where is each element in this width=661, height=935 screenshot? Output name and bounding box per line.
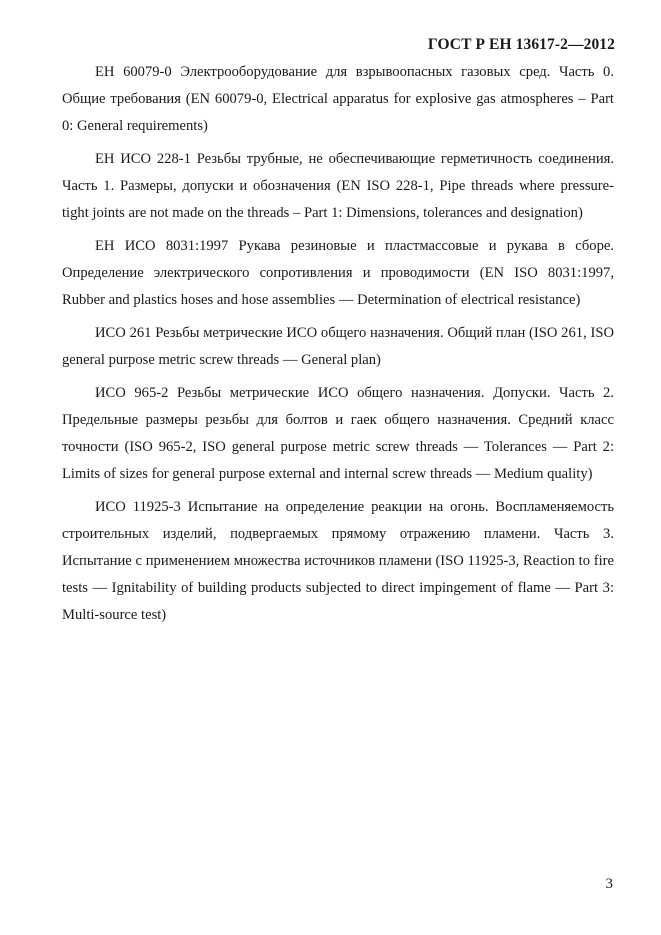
reference-item: ЕН ИСО 228-1 Резьбы трубные, не обеспечивающие герметичность соединения. Часть 1. Размеры, допуски и обозначения (EN ISO 228-1, Pipe threads where pressure-tight joints are not made on the threads – Part 1: Dimensions, tolerances and designation): [62, 151, 614, 221]
reference-item: ЕН 60079-0 Электрооборудование для взрывоопасных газовых сред. Часть 0. Общие требования (EN 60079-0, Electrical apparatus for explosive gas atmospheres – Part 0: General requirements): [62, 64, 614, 134]
reference-item: ИСО 965-2 Резьбы метрические ИСО общего назначения. Допуски. Часть 2. Предельные размеры резьбы для болтов и гаек общего назначения. Средний класс точности (ISO 965-2, ISO general purpose metric screw threads — Tolerances — Part 2: Limits of sizes for general purpose external and internal screw threads — Medium quality): [62, 385, 614, 482]
reference-item: ИСО 11925-3 Испытание на определение реакции на огонь. Воспламеняемость строительных изделий, подвергаемых прямому отражению пламени. Часть 3. Испытание с применением множества источников пламени (ISO 11925-3, Reaction to fire tests — Ignitability of building products subjected to direct impingement of flame — Part 3: Multi-source test): [62, 499, 614, 623]
reference-item: ИСО 261 Резьбы метрические ИСО общего назначения. Общий план (ISO 261, ISO general purpose metric screw threads — General plan): [62, 325, 614, 368]
reference-item: ЕН ИСО 8031:1997 Рукава резиновые и пластмассовые и рукава в сборе. Определение электрического сопротивления и проводимости (EN ISO 8031:1997, Rubber and plastics hoses and hose assemblies — Determination of electrical resistance): [62, 238, 614, 308]
page-number: 3: [605, 876, 613, 892]
references-list: [62, 59, 614, 635]
standard-code-header: ГОСТ Р ЕН 13617-2—2012: [427, 36, 615, 53]
